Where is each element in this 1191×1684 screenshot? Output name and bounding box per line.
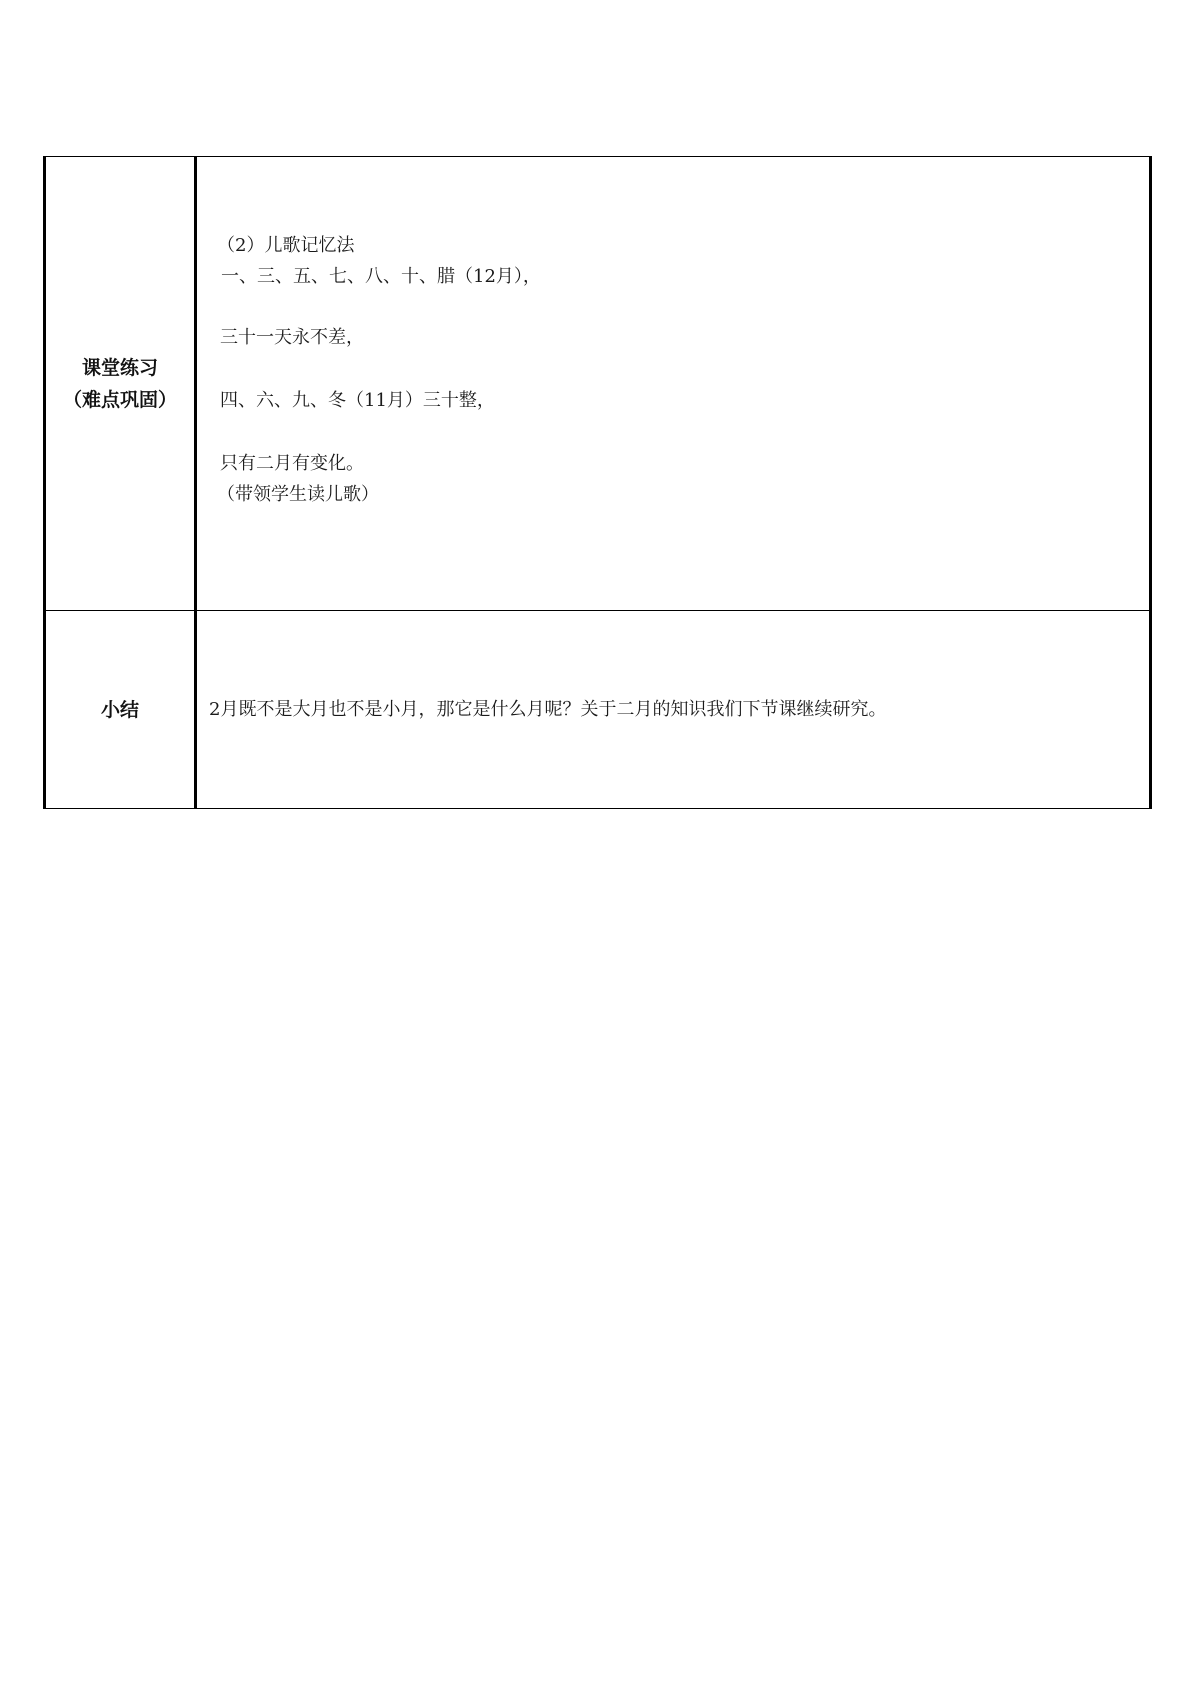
- summary-content-cell: [196, 611, 1151, 809]
- summary-label: 小结: [100, 698, 139, 721]
- practice-content-cell: [196, 157, 1151, 611]
- practice-label-cell: [45, 157, 196, 611]
- table-row-summary: [45, 611, 1151, 809]
- practice-content: [197, 157, 1149, 610]
- practice-line-rhyme-4: 只有二月有变化。: [220, 453, 364, 474]
- practice-line-heading: （2）儿歌记忆法: [217, 235, 355, 256]
- summary-text: 2月既不是大月也不是小月，那它是什么月呢？关于二月的知识我们下节课继续研究。: [209, 698, 887, 720]
- practice-line-instruction: （带领学生读儿歌）: [217, 484, 379, 505]
- table-row-practice: [45, 157, 1151, 611]
- practice-line-rhyme-2: 三十一天永不差，: [220, 327, 364, 348]
- practice-line-rhyme-1: 一、三、五、七、八、十、腊（12月），: [221, 266, 541, 287]
- lesson-plan-table: [43, 156, 1152, 809]
- practice-line-rhyme-3: 四、六、九、冬（11月）三十整，: [220, 390, 495, 411]
- practice-label-title: 课堂练习: [81, 356, 158, 379]
- practice-label-subtitle: （难点巩固）: [62, 388, 177, 411]
- summary-label-cell: [45, 611, 196, 809]
